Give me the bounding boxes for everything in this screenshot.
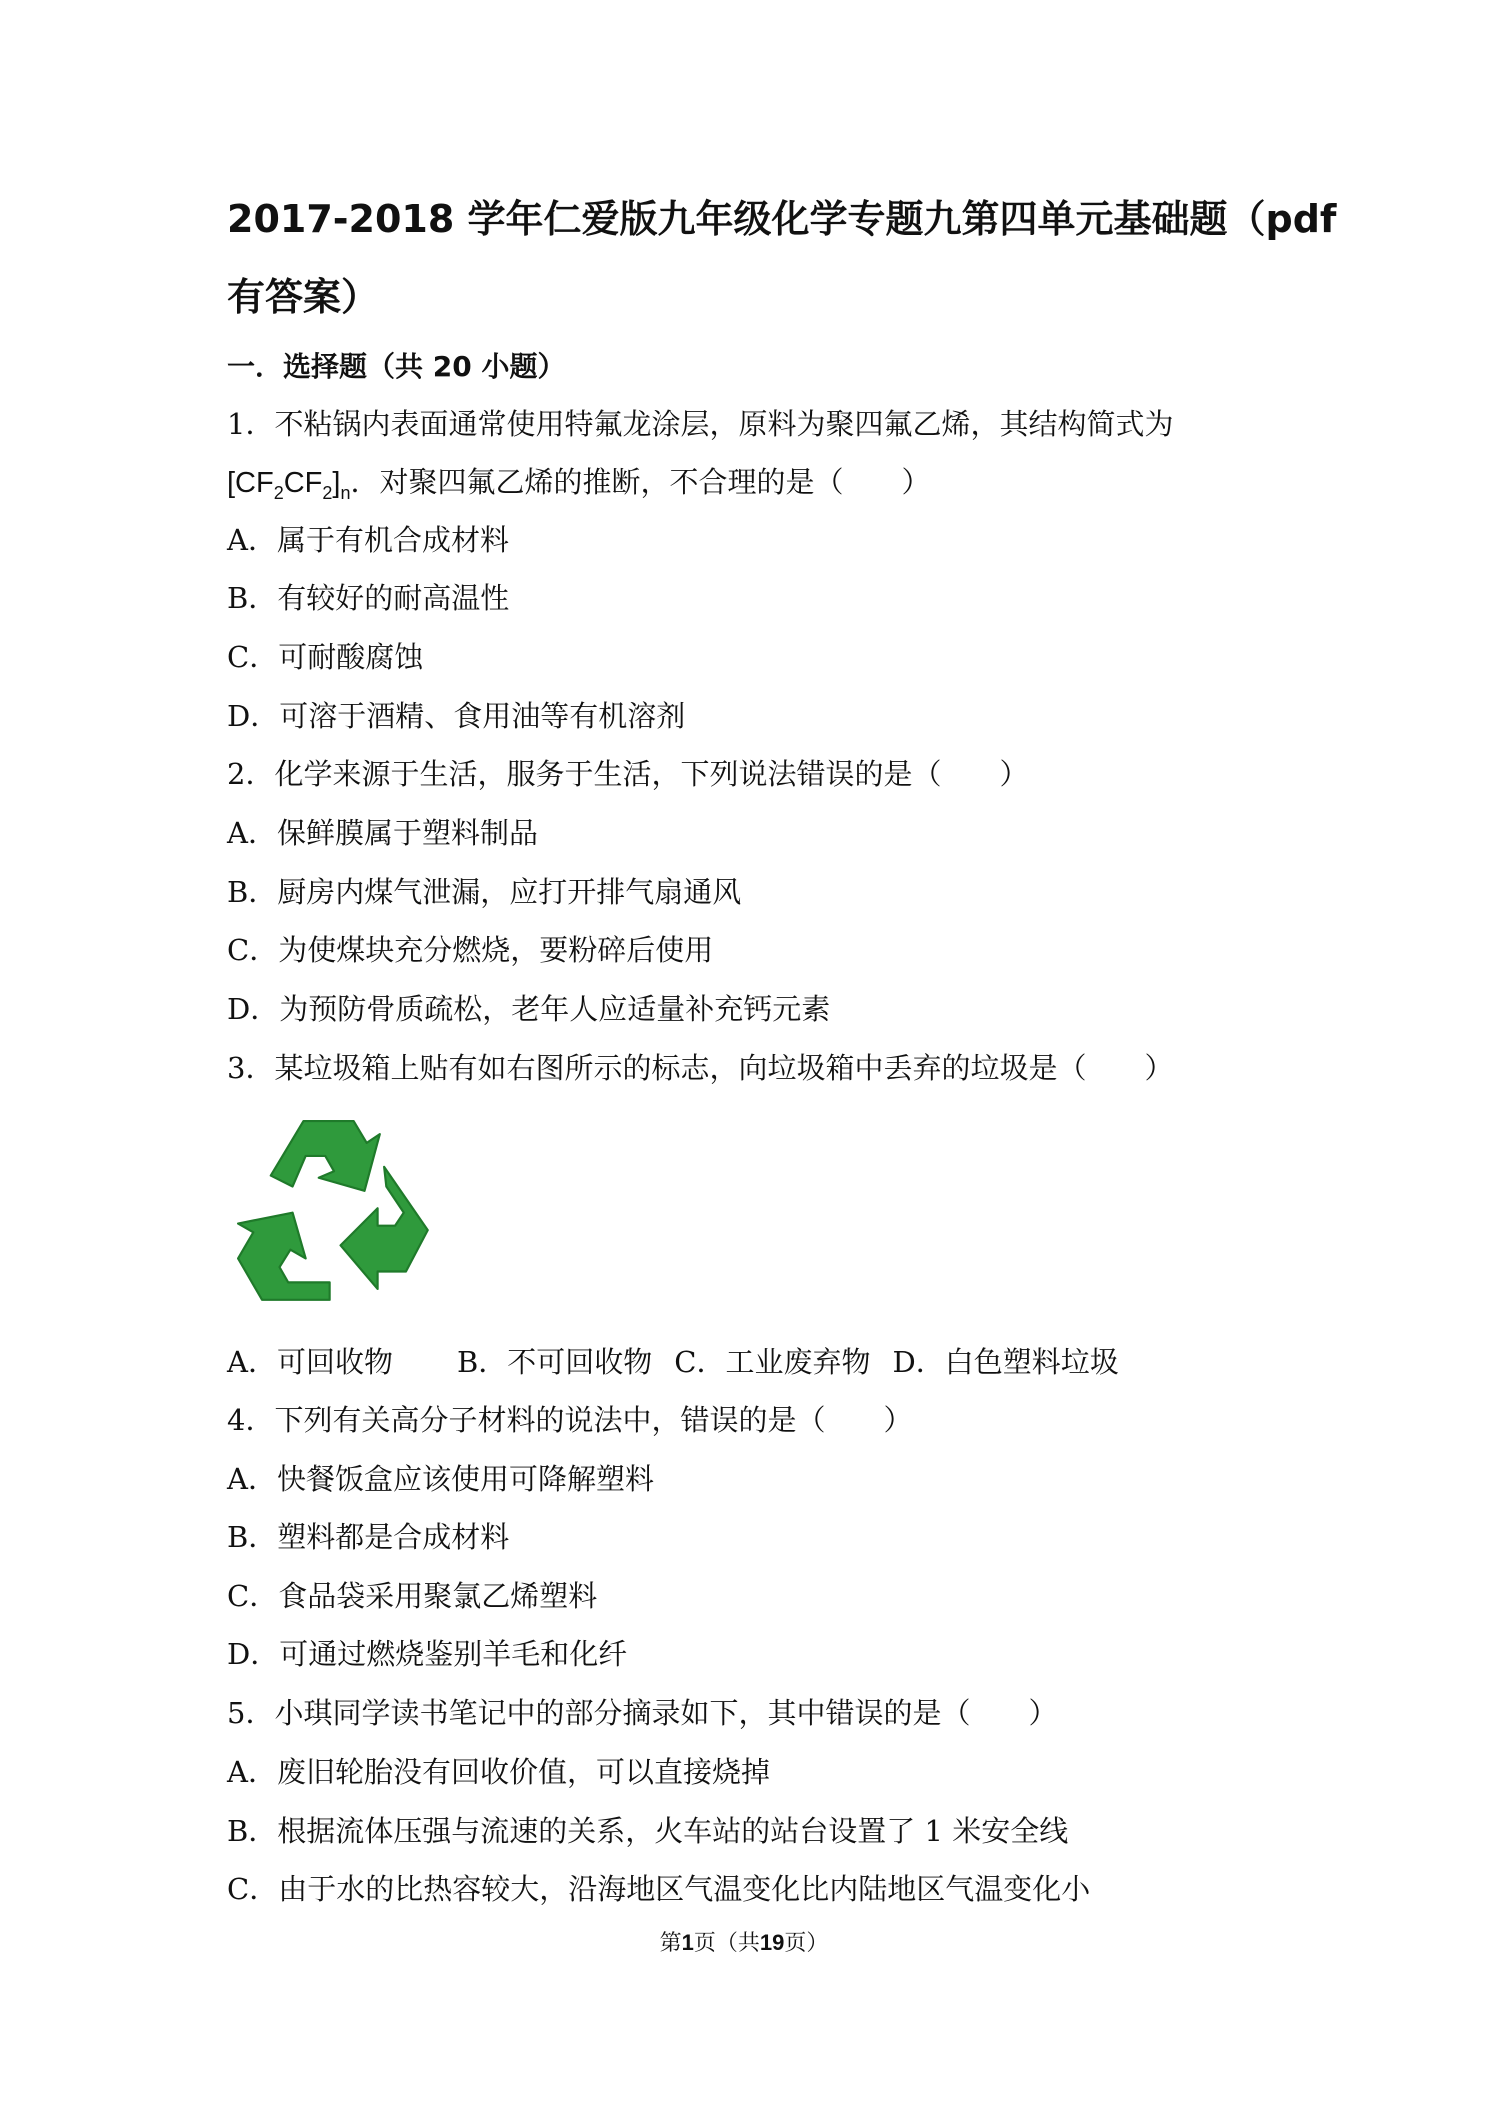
recycling-symbol-icon [225,1108,443,1326]
question-4-option-b: B．塑料都是合成材料 [227,1520,510,1554]
question-3-options [227,1346,1119,1378]
section-heading: 一．选择题（共 20 小题） [227,350,566,383]
question-4-option-c: C．食品袋采用聚氯乙烯塑料 [227,1579,598,1613]
question-4-option-a: A．快餐饭盒应该使用可降解塑料 [227,1462,654,1496]
question-2-stem: 2．化学来源于生活，服务于生活，下列说法错误的是（ ） [227,757,1029,791]
document-title-line-2: 有答案） [227,275,380,319]
question-1-stem-line-2: $[CF_2CF_2]_n$．对聚四氟乙烯的推断，不合理的是（ ） [227,465,931,503]
question-2-option-a: A．保鲜膜属于塑料制品 [227,816,538,850]
question-4-stem: 4．下列有关高分子材料的说法中，错误的是（ ） [227,1403,913,1437]
current-page-number: 1 [681,1930,694,1955]
question-4-option-d: D．可通过燃烧鉴别羊毛和化纤 [227,1637,628,1671]
formula: $[CF_2CF_2]_n$ [227,467,351,503]
question-1-option-a: A．属于有机合成材料 [227,523,509,557]
question-1-stem-line-1: 1．不粘锅内表面通常使用特氟龙涂层，原料为聚四氟乙烯，其结构简式为 [227,407,1174,441]
document-title-line-1: 2017-2018 学年仁爱版九年级化学专题九第四单元基础题（pdf [227,197,1337,241]
total-page-count: 19 [759,1930,785,1955]
question-5-option-c: C．由于水的比热容较大，沿海地区气温变化比内陆地区气温变化小 [227,1872,1091,1906]
question-3-option-c: C．工业废弃物 [674,1345,871,1379]
question-5-option-b: B．根据流体压强与流速的关系，火车站的站台设置了 1 米安全线 [227,1814,1069,1848]
question-1-option-d: D．可溶于酒精、食用油等有机溶剂 [227,699,686,733]
question-3-stem: 3．某垃圾箱上贴有如右图所示的标志，向垃圾箱中丢弃的垃圾是（ ） [227,1051,1174,1085]
question-3-option-a: A．可回收物 [227,1345,393,1379]
question-2-option-d: D．为预防骨质疏松，老年人应适量补充钙元素 [227,992,831,1026]
question-3-option-b: B．不可回收物 [456,1345,653,1379]
question-5-stem: 5．小琪同学读书笔记中的部分摘录如下，其中错误的是（ ） [227,1696,1058,1730]
question-2-option-b: B．厨房内煤气泄漏，应打开排气扇通风 [227,875,742,909]
question-3-option-d: D．白色塑料垃圾 [892,1345,1119,1379]
question-2-option-c: C．为使煤块充分燃烧，要粉碎后使用 [227,933,714,967]
question-5-option-a: A．废旧轮胎没有回收价值，可以直接烧掉 [227,1755,770,1789]
question-1-option-c: C．可耐酸腐蚀 [227,640,424,674]
question-1-option-b: B．有较好的耐高温性 [227,581,510,615]
page-footer: 第1页（共19页） [659,1930,829,1956]
